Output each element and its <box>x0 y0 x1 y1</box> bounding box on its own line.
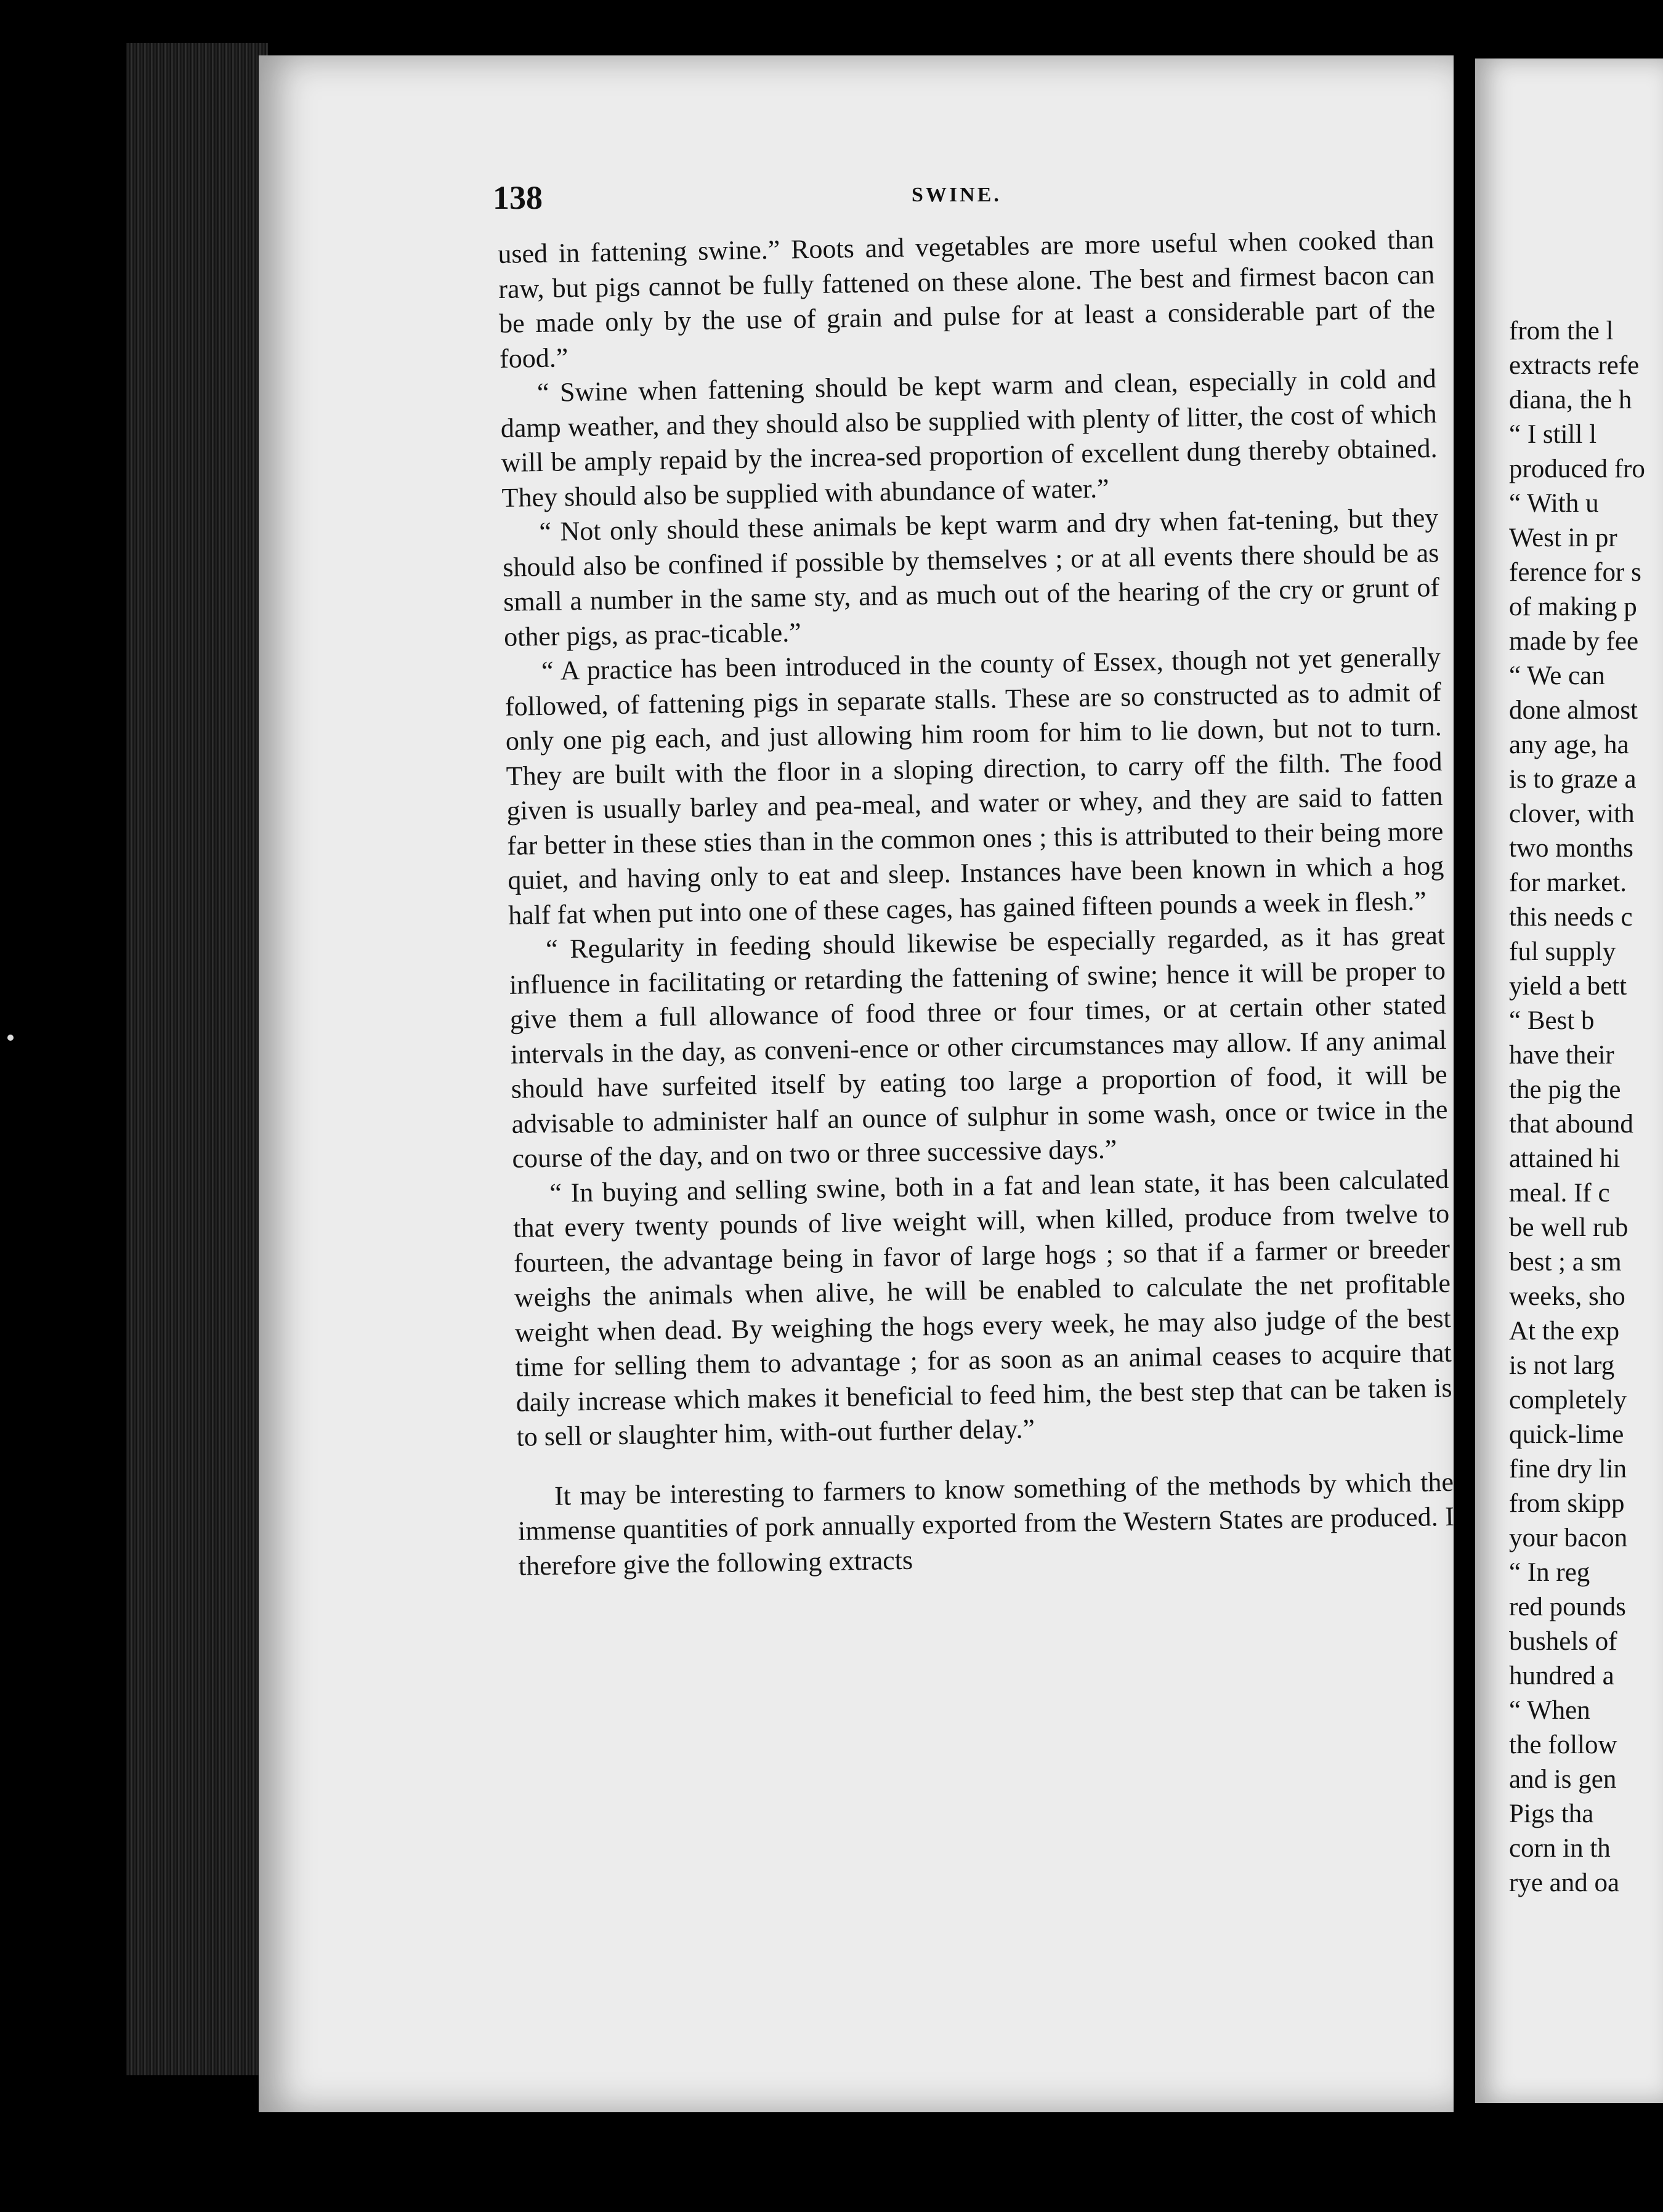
facing-line: attained hi <box>1509 1144 1621 1173</box>
facing-line: bushels of <box>1509 1627 1617 1656</box>
facing-line: and is gen <box>1509 1765 1617 1794</box>
facing-line: hundred a <box>1509 1661 1614 1690</box>
facing-line: “ In reg <box>1509 1558 1590 1587</box>
facing-line: quick-lime <box>1509 1420 1624 1449</box>
page-header <box>493 179 1435 228</box>
facing-line: is not larg <box>1509 1351 1615 1380</box>
paragraph: “ Swine when fattening should be kept warm and clean, especially in cold and damp weather, and they should also be supplied with plenty of litter, the cost of which will be amply repaid by the increa-sed proportion of excellent dung thereby obtained. They should also be supplied with abundance of water.” <box>500 363 1438 513</box>
facing-page-text <box>1509 314 1663 1900</box>
facing-line: your bacon <box>1509 1524 1628 1552</box>
facing-line: fine dry lin <box>1509 1455 1627 1483</box>
paragraph: used in fattening swine.” Roots and vegetables are more useful when cooked than raw, but pigs cannot be fully fattened on these alone. The best and firmest bacon can be made only by the use of grain and pulse for at least a considerable part of the food.” <box>498 224 1436 374</box>
facing-line: be well rub <box>1509 1213 1629 1242</box>
facing-line: from skipp <box>1509 1489 1625 1518</box>
facing-line: Pigs tha <box>1509 1799 1594 1828</box>
facing-line: At the exp <box>1509 1317 1620 1346</box>
facing-line: rye and oa <box>1509 1868 1620 1897</box>
page-number: 138 <box>493 179 543 216</box>
facing-line: “ When <box>1509 1696 1590 1725</box>
facing-line: diana, the h <box>1509 385 1632 414</box>
facing-line: of making p <box>1509 592 1637 621</box>
facing-line: from the l <box>1509 317 1614 345</box>
book-spine-shadow <box>126 43 268 2075</box>
facing-line: clover, with <box>1509 799 1635 828</box>
facing-line: weeks, sho <box>1509 1282 1625 1311</box>
paragraph: “ Not only should these animals be kept warm and dry when fat-tening, but they should also be confined if possible by themselves ; or at all events there should be as small a number in the same sty, and as much out of the hearing of the cry or grunt of other pigs, as prac-ticable.” <box>503 503 1440 652</box>
facing-line: “ With u <box>1509 489 1599 518</box>
facing-line: any age, ha <box>1509 730 1629 759</box>
facing-line: “ Best b <box>1509 1006 1595 1035</box>
facing-line: for market. <box>1509 868 1627 897</box>
facing-line: two months <box>1509 834 1633 863</box>
facing-line: corn in th <box>1509 1834 1611 1863</box>
facing-line: yield a bett <box>1509 972 1627 1001</box>
facing-line: produced fro <box>1509 454 1645 483</box>
facing-line: is to graze a <box>1509 765 1637 794</box>
facing-line: the pig the <box>1509 1075 1621 1104</box>
paragraph: “ A practice has been introduced in the county of Essex, though not yet generally followed, of fattening pigs in separate stalls. These are so constructed as to admit of only one pig each, and just allowing him room for him to lie down, but not to turn. They are built with the floor in a sloping direction, to carry off the filth. The food given is usually barley and pea-meal, and water or whey, and they are said to fatten far better in these sties than in the common ones ; this is attributed to their being more quiet, and having only to eat and sleep. Instances have been known in which a hog half fat when put into one of these cages, has gained fifteen pounds a week in flesh.” <box>504 642 1444 930</box>
body-text <box>498 222 1455 1584</box>
facing-line: “ We can <box>1509 661 1605 690</box>
facing-line: this needs c <box>1509 903 1633 932</box>
facing-line: meal. If c <box>1509 1179 1610 1208</box>
facing-line: completely <box>1509 1386 1627 1415</box>
paragraph: “ In buying and selling swine, both in a fat and lean state, it has been calculated that every twenty pounds of live weight will, when killed, produce from twelve to fourteen, the advantage being in favor of large hogs ; so that if a farmer or breeder weighs the animals when alive, he will be enabled to calculate the net profitable weight when dead. By weighing the hogs every week, he may also judge of the best time for selling them to advantage ; for as soon as an animal ceases to acquire that daily increase which makes it beneficial to feed him, the best step that can be taken is to sell or slaughter him, with-out further delay.” <box>512 1163 1452 1452</box>
facing-line: ful supply <box>1509 937 1616 966</box>
facing-line: “ I still l <box>1509 420 1597 449</box>
facing-line: done almost <box>1509 696 1638 725</box>
facing-line: red pounds <box>1509 1592 1626 1621</box>
facing-line: ference for s <box>1509 558 1641 587</box>
paragraph: It may be interesting to farmers to know something of the methods by which the immense quantities of pork annually exported from the Western States are produced. I therefore give the following extracts <box>517 1466 1455 1581</box>
facing-line: made by fee <box>1509 627 1639 656</box>
facing-line: West in pr <box>1509 523 1617 552</box>
paragraph: “ Regularity in feeding should likewise be especially regarded, as it has great influence in facilitating or retarding the fattening of swine; hence it will be proper to give them a full allowance of food three or four times, or at certain other stated intervals in the day, as conveni-ence or other circumstances may allow. If any animal should have surfeited itself by eating too large a proportion of food, it will be advisable to administer half an ounce of sulphur in some wash, once or twice in the course of the day, and on two or three successive days.” <box>509 919 1448 1174</box>
scan-edge-mark <box>7 1035 14 1041</box>
facing-line: that abound <box>1509 1110 1633 1139</box>
facing-line: extracts refe <box>1509 351 1640 380</box>
facing-line: the follow <box>1509 1730 1617 1759</box>
facing-page <box>1475 59 1663 2103</box>
running-head: SWINE. <box>912 184 1001 206</box>
facing-line: best ; a sm <box>1509 1248 1622 1277</box>
facing-line: have their <box>1509 1041 1614 1070</box>
